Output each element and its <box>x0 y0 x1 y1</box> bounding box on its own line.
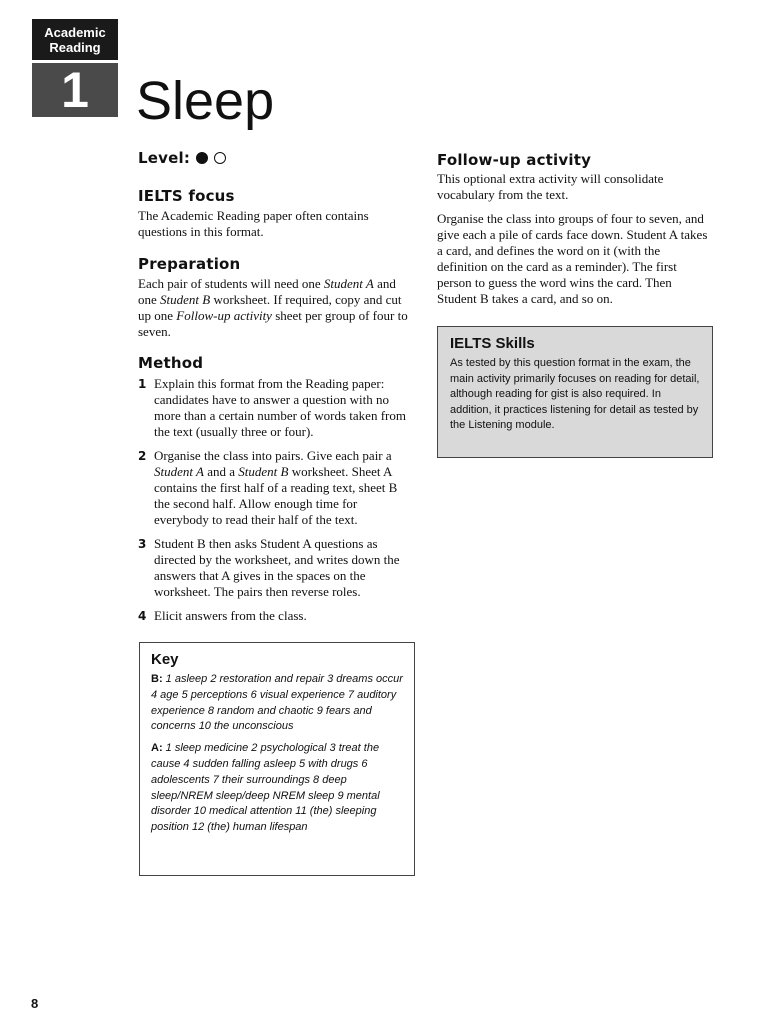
key-a-answers: A: 1 sleep medicine 2 psychological 3 treat the cause 4 sudden falling asleep 5 with drugs 6 adolescents 7 their surroundings 8 deep sleep/NREM sleep/deep NREM sleep 9 mental disorder 10 medical attention 11 (the) sleeping position 12 (the) human lifespan <box>151 742 380 834</box>
follow-up-para-1: This optional extra activity will consolidate vocabulary from the text. <box>437 171 664 202</box>
method-section <box>138 353 414 632</box>
level-row <box>138 148 414 168</box>
method-list <box>138 376 414 624</box>
method-step: 1 Explain this format from the Reading paper: candidates have to answer a question with no more than a certain number of words taken from the text (usually three or four). <box>138 376 406 439</box>
section-tab <box>32 19 118 60</box>
preparation-section <box>138 254 414 340</box>
key-b-answers: B: 1 asleep 2 restoration and repair 3 dreams occur 4 age 5 perceptions 6 visual experience 7 auditory experience 8 random and chaotic 9 fears and concerns 10 the unconscious <box>151 673 403 733</box>
tab-line-2: Reading <box>49 40 101 55</box>
follow-up-heading: Follow-up activity <box>437 151 592 169</box>
ielts-focus-section <box>138 186 414 240</box>
level-dot-filled-icon <box>196 152 208 164</box>
preparation-heading: Preparation <box>138 255 241 273</box>
method-heading: Method <box>138 354 204 372</box>
method-step: 3 Student B then asks Student A questions as directed by the worksheet, and writes down the answers that A gives in the spaces on the worksheet. The pairs then reverse roles. <box>138 536 400 599</box>
preparation-text: Each pair of students will need one Student A and one Student B worksheet. If required, copy and cut up one Follow-up activity sheet per group of four to seven. <box>138 276 408 339</box>
tab-line-1: Academic <box>44 25 106 40</box>
page-number: 8 <box>31 996 39 1011</box>
ielts-focus-heading: IELTS focus <box>138 187 235 205</box>
level-label: Level: <box>138 149 191 167</box>
ielts-skills-box <box>437 326 713 458</box>
key-heading: Key <box>151 651 179 668</box>
page-title: Sleep <box>136 71 275 131</box>
ielts-focus-text: The Academic Reading paper often contains questions in this format. <box>138 208 369 239</box>
follow-up-para-2: Organise the class into groups of four to seven, and give each a pile of cards face down. Student A takes a card, and defines the word on it (with the definition on the card as a reminder). The first person to guess the word wins the card. Then Student B takes a card, and so on. <box>437 211 708 306</box>
answer-key-box <box>139 642 415 876</box>
unit-number: 1 <box>32 63 118 117</box>
ielts-skills-text: As tested by this question format in the exam, the main activity primarily focuses on reading for detail, although reading for gist is also required. In addition, it practices listening for detail as tested by the Listening module. <box>450 357 700 431</box>
level-dot-empty-icon <box>214 152 226 164</box>
follow-up-section <box>437 150 713 307</box>
ielts-skills-heading: IELTS Skills <box>450 335 535 352</box>
method-step: 4 Elicit answers from the class. <box>138 608 307 623</box>
method-step: 2 Organise the class into pairs. Give each pair a Student A and a Student B worksheet. Sheet A contains the first half of a reading text, sheet B the second half. Allow enough time for everybody to read their half of the text. <box>138 448 398 527</box>
